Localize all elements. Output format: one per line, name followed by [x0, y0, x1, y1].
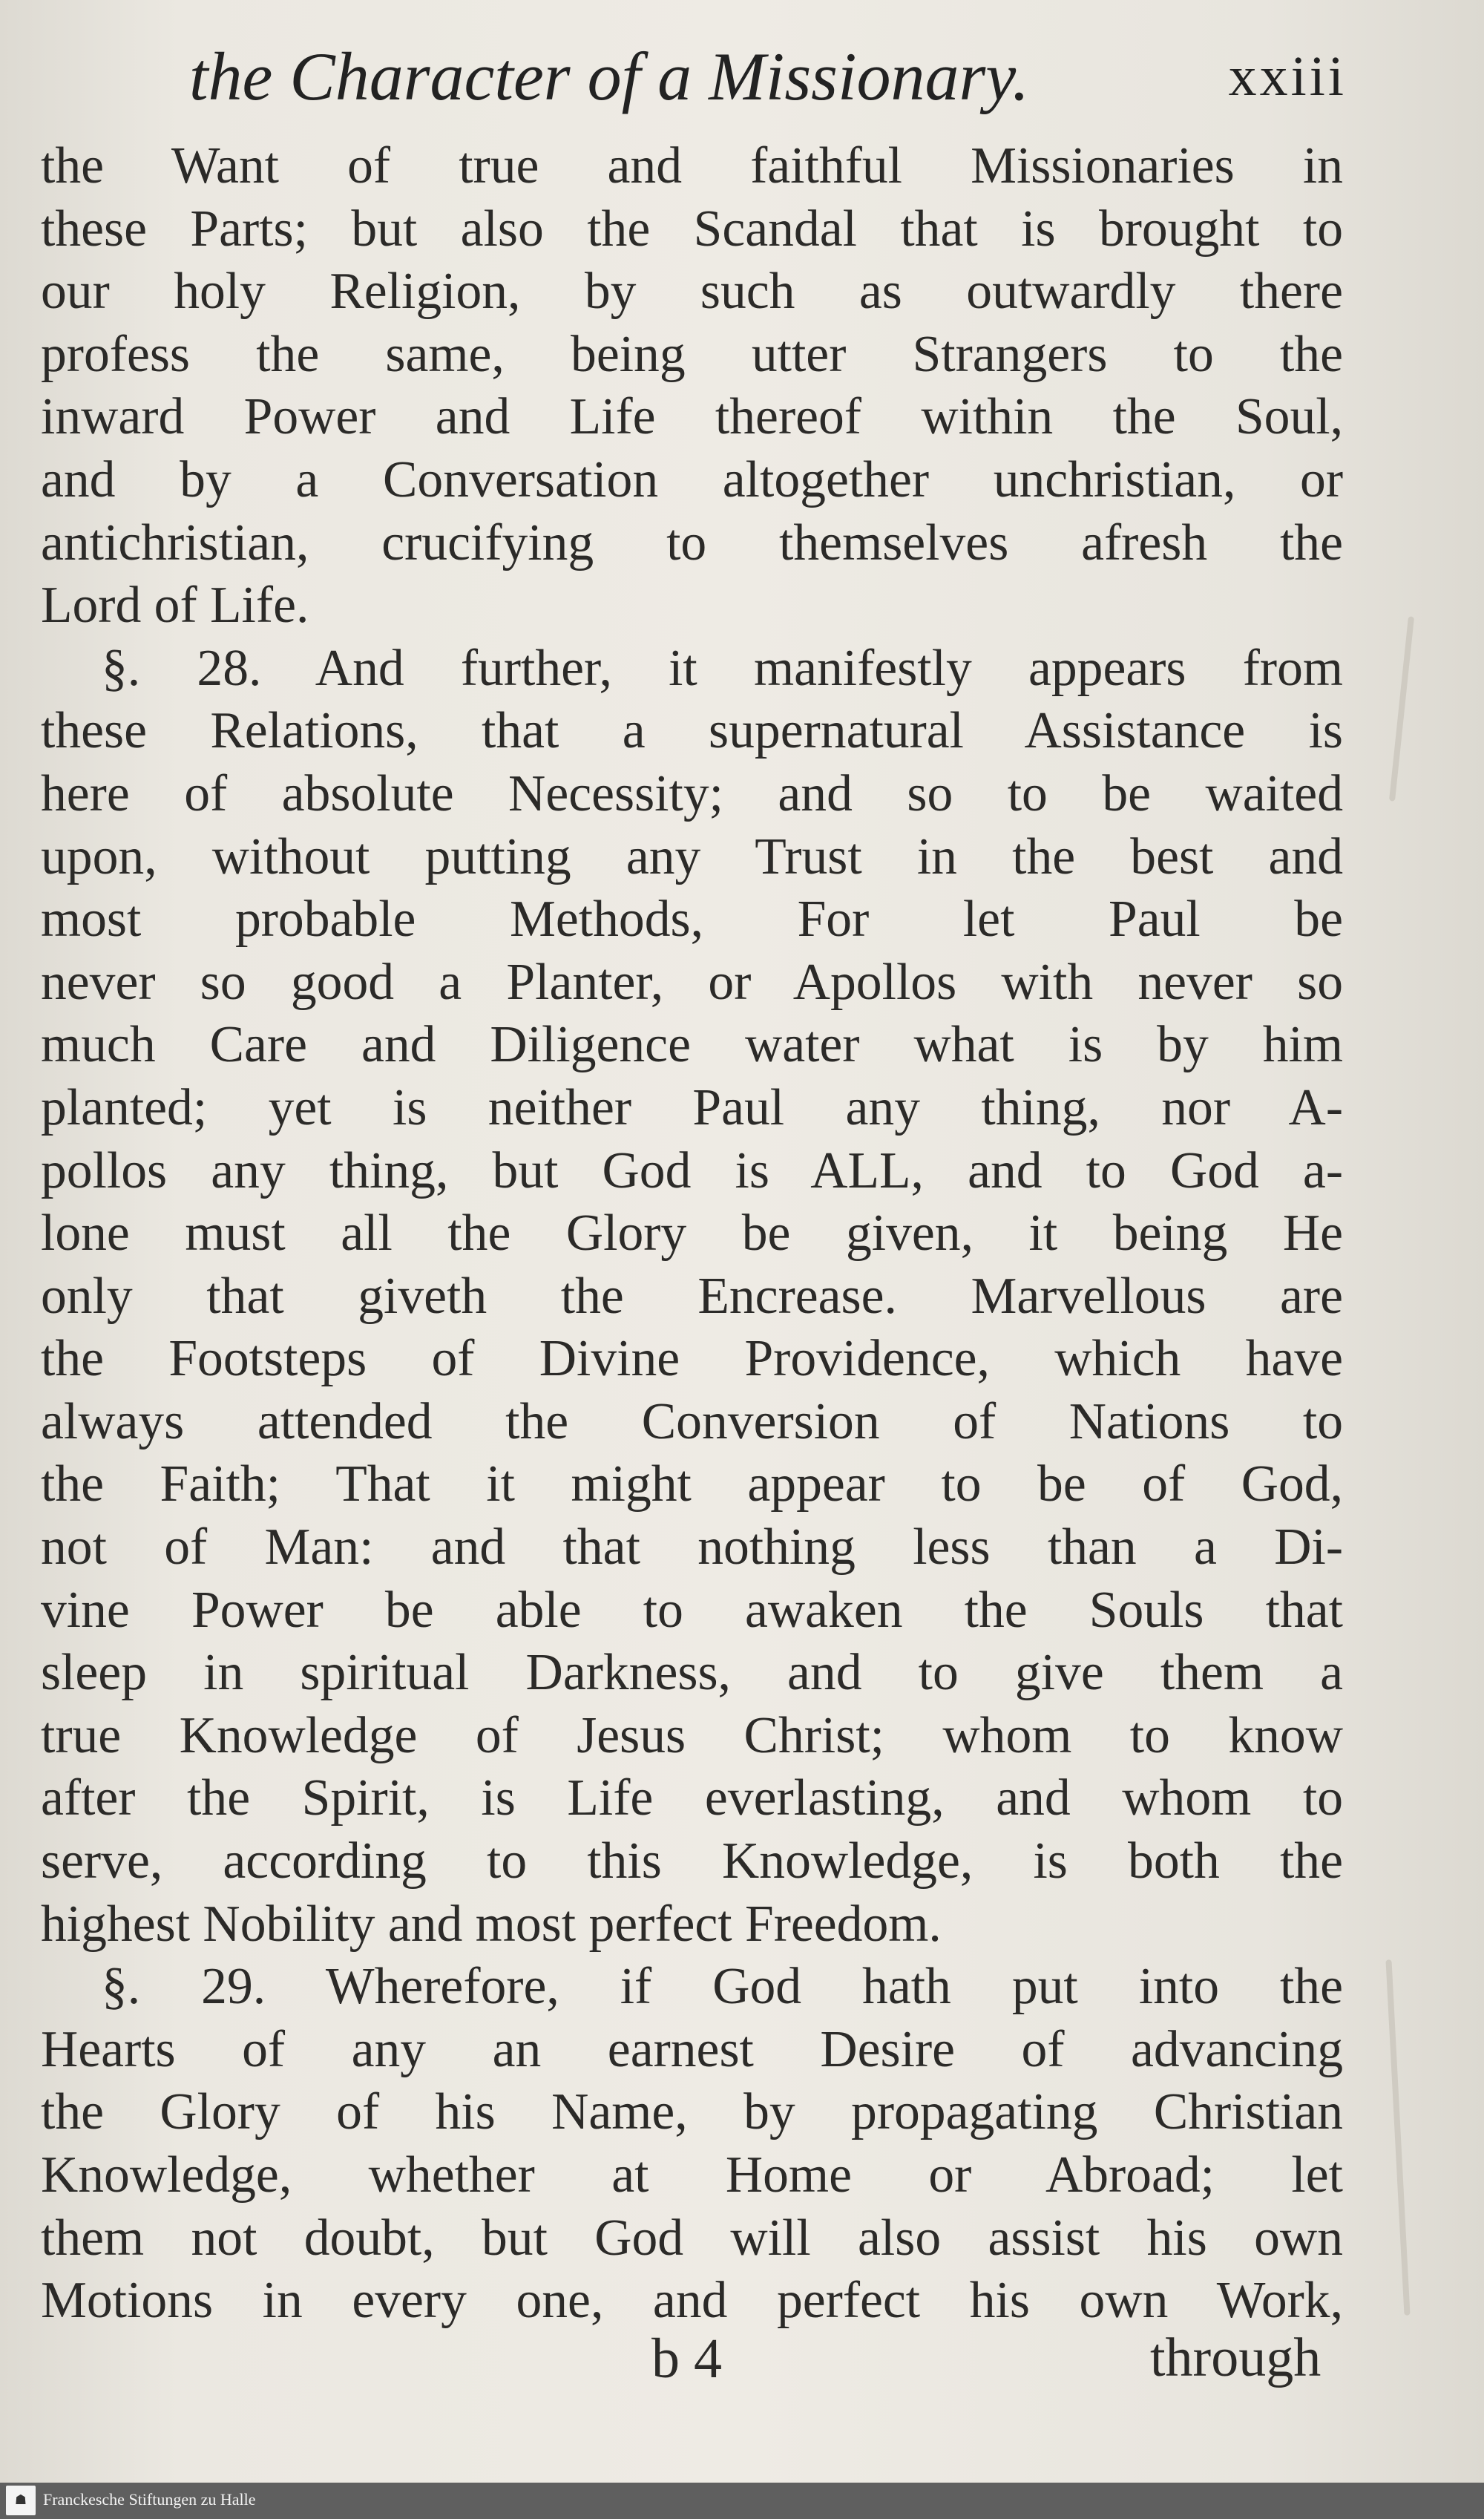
page-number: xxiii — [1228, 45, 1347, 108]
text-line: true Knowledge of Jesus Christ; whom to know — [41, 1706, 1343, 1764]
text-line: these Relations, that a supernatural Assistance is — [41, 702, 1343, 760]
text-line: the Footsteps of Divine Providence, which have — [41, 1330, 1343, 1388]
library-logo-icon: ☗ — [6, 2486, 36, 2515]
text-line: upon, without putting any Trust in the best and — [41, 828, 1343, 885]
section-29-start: §. 29. Wherefore, if God hath put into the — [102, 1958, 1343, 2016]
margin-mark — [1389, 616, 1414, 801]
text-line: Knowledge, whether at Home or Abroad; let — [41, 2146, 1343, 2204]
margin-mark — [1385, 1959, 1410, 2316]
text-line: the Glory of his Name, by propagating Christian — [41, 2083, 1343, 2141]
text-line: here of absolute Necessity; and so to be waited — [41, 764, 1343, 822]
text-line: not of Man: and that nothing less than a Di- — [41, 1519, 1343, 1576]
page-footer — [0, 2327, 1484, 2401]
library-name: Franckesche Stiftungen zu Halle — [43, 2490, 256, 2509]
text-line: Motions in every one, and perfect his own Work, — [41, 2272, 1343, 2330]
page-header — [189, 30, 1347, 119]
running-title: the Character of a Missionary. — [189, 39, 1030, 114]
text-line: these Parts; but also the Scandal that is brought to — [41, 200, 1343, 258]
text-line: sleep in spiritual Darkness, and to give them a — [41, 1644, 1343, 1702]
text-line: much Care and Diligence water what is by him — [41, 1016, 1343, 1074]
text-line: most probable Methods, For let Paul be — [41, 891, 1343, 949]
text-line: never so good a Planter, or Apollos with never so — [41, 953, 1343, 1011]
text-line: antichristian, crucifying to themselves afresh the — [41, 514, 1343, 571]
text-line: the Faith; That it might appear to be of God, — [41, 1455, 1343, 1513]
body-text — [41, 135, 1343, 2333]
text-line: them not doubt, but God will also assist his own — [41, 2209, 1343, 2267]
text-line: planted; yet is neither Paul any thing, nor A- — [41, 1078, 1343, 1136]
signature-mark: b 4 — [651, 2328, 722, 2390]
text-line: Lord of Life. — [41, 577, 309, 635]
text-line: the Want of true and faithful Missionaries in — [41, 137, 1343, 194]
text-line: pollos any thing, but God is ALL, and to God a- — [41, 1141, 1343, 1199]
text-line: and by a Conversation altogether unchristian, or — [41, 451, 1343, 508]
text-line: after the Spirit, is Life everlasting, and whom to — [41, 1769, 1343, 1827]
text-line: serve, according to this Knowledge, is both the — [41, 1832, 1343, 1890]
text-line: vine Power be able to awaken the Souls that — [41, 1581, 1343, 1639]
text-line: lone must all the Glory be given, it being He — [41, 1205, 1343, 1262]
text-line: only that giveth the Encrease. Marvellous are — [41, 1267, 1343, 1325]
text-line: our holy Religion, by such as outwardly there — [41, 263, 1343, 321]
text-line: highest Nobility and most perfect Freedom. — [41, 1895, 942, 1953]
text-line: Hearts of any an earnest Desire of advancing — [41, 2020, 1343, 2078]
text-line: profess the same, being utter Strangers to the — [41, 325, 1343, 383]
text-line: always attended the Conversion of Nations to — [41, 1392, 1343, 1450]
catchword: through — [1150, 2328, 1322, 2388]
section-28-start: §. 28. And further, it manifestly appears from — [102, 639, 1343, 697]
text-line: inward Power and Life thereof within the Soul, — [41, 388, 1343, 446]
viewer-footer-bar — [0, 2483, 1484, 2519]
